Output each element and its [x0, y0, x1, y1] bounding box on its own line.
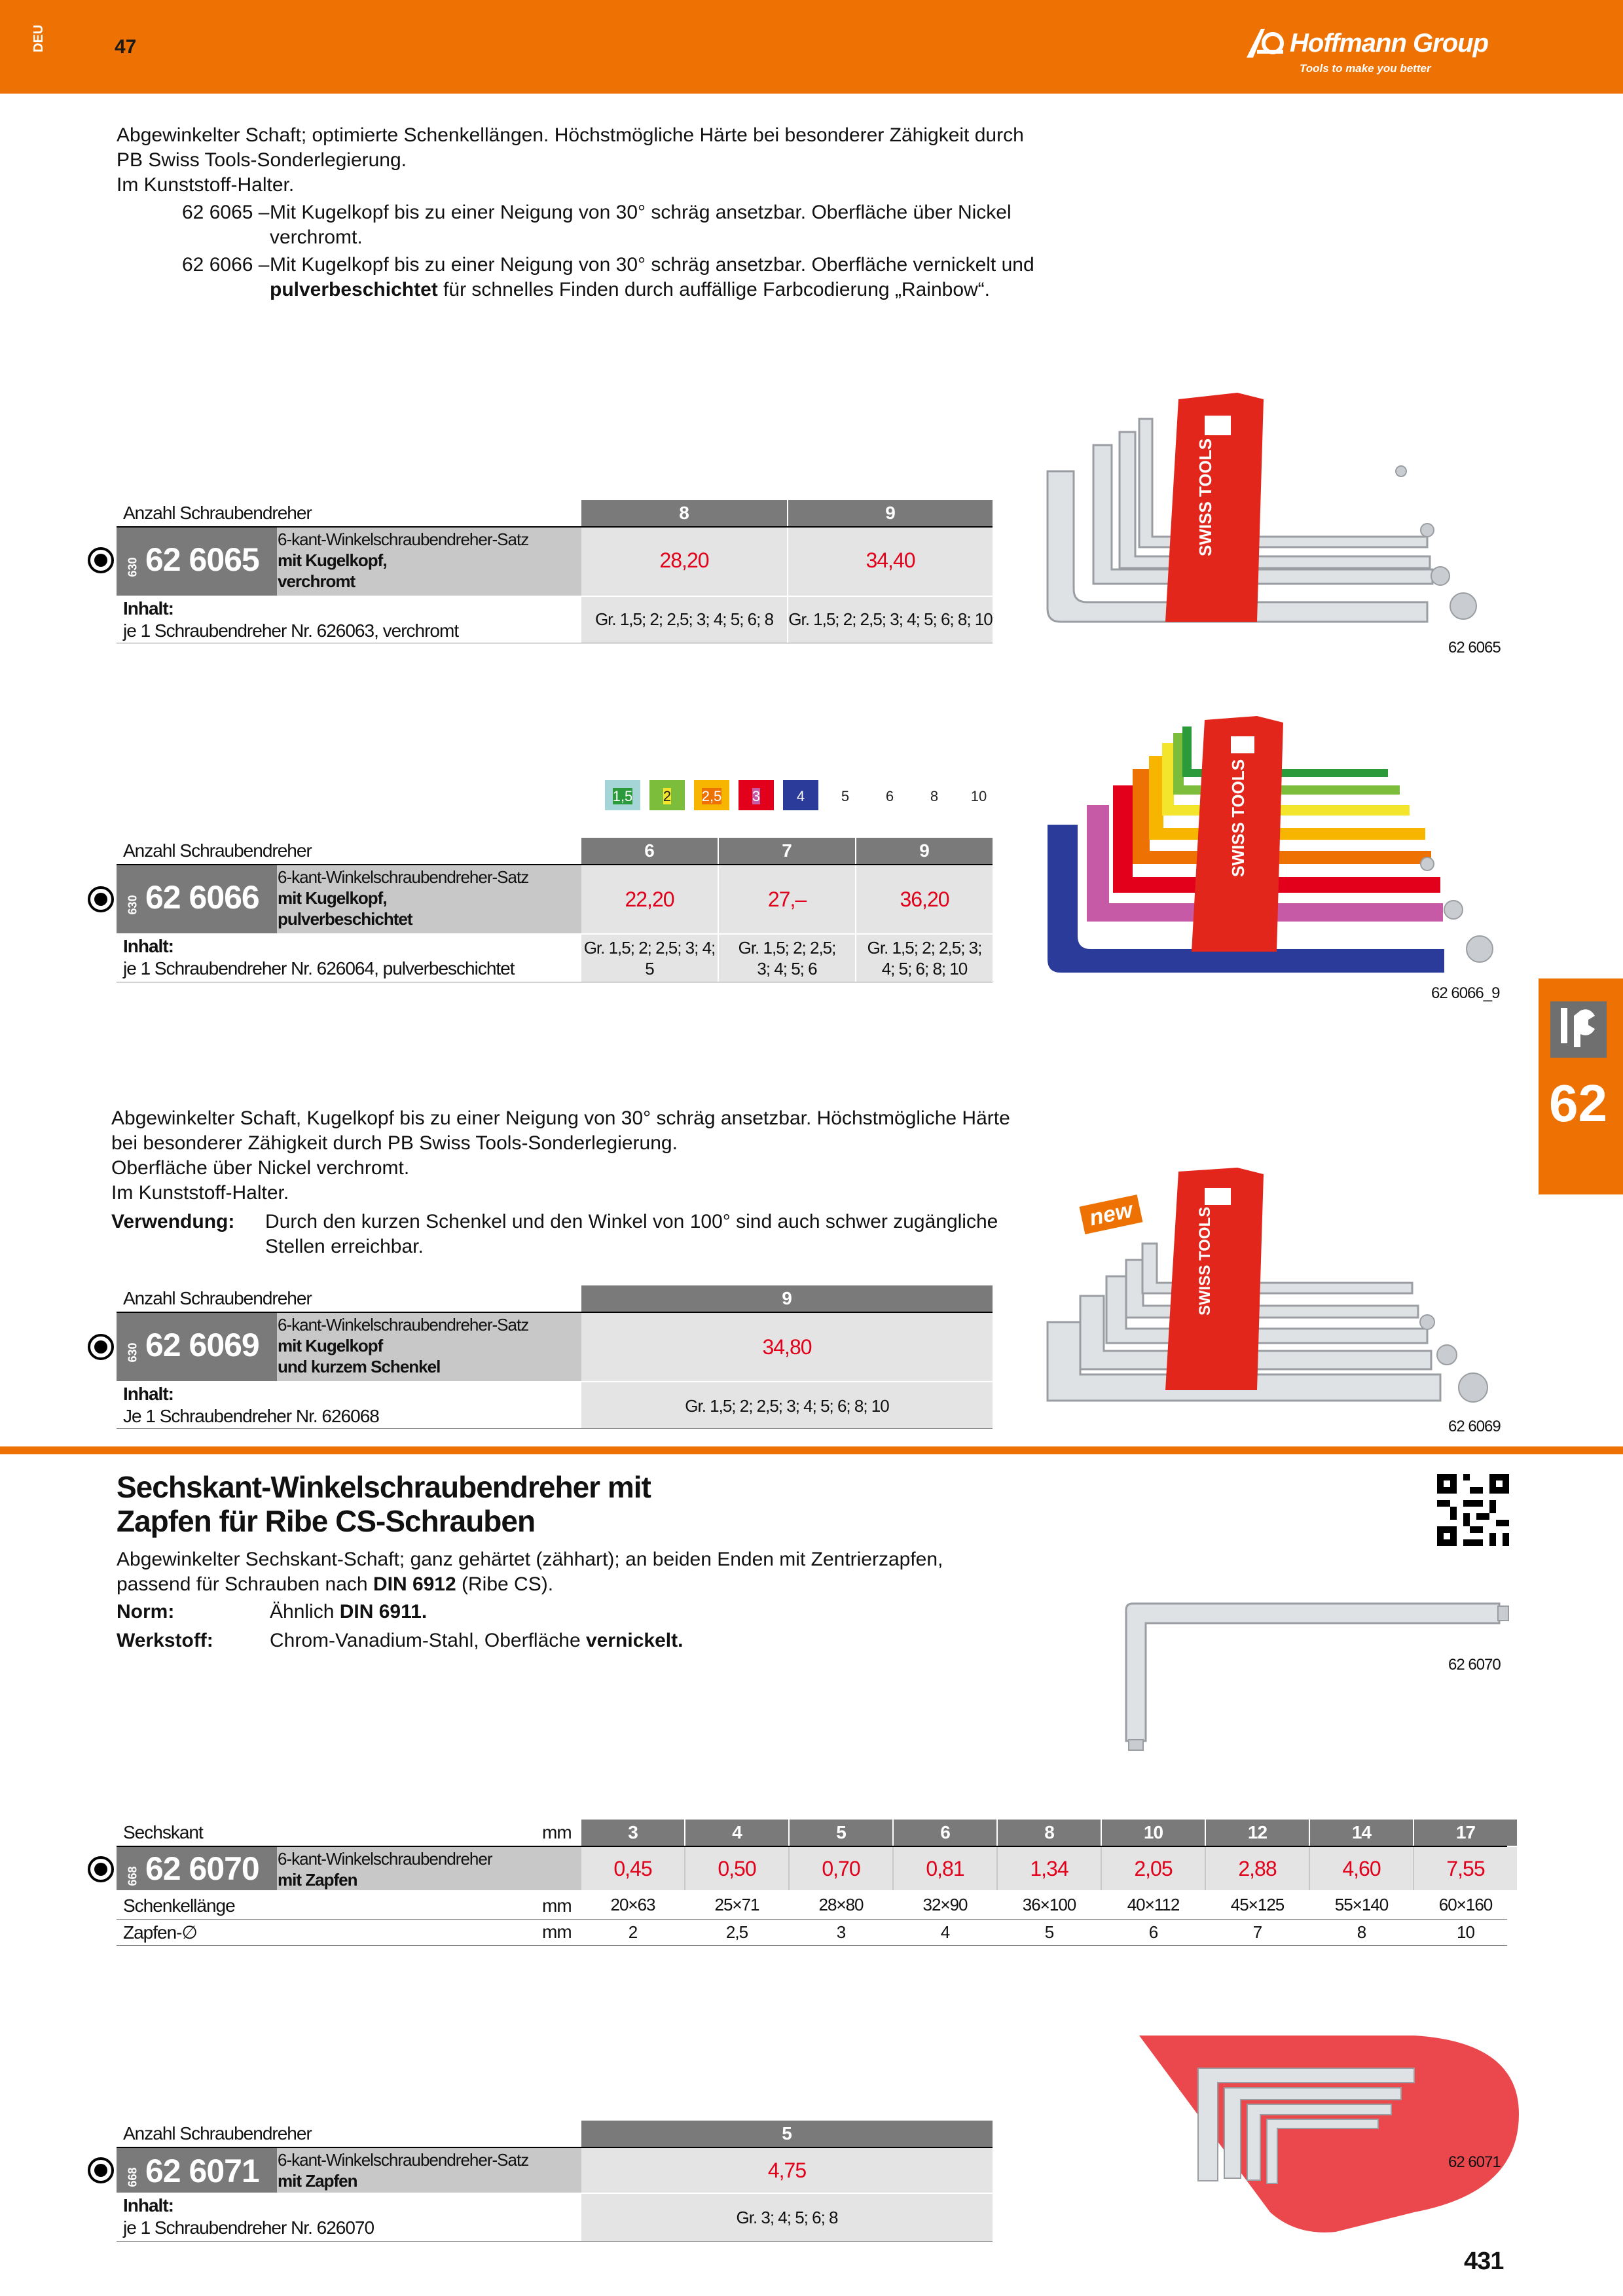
hex-key-pouch-image	[1126, 2029, 1532, 2238]
product-number: 62 6071	[145, 2153, 259, 2189]
length-cell: 36×100	[1022, 1895, 1076, 1914]
target-icon	[88, 1856, 114, 1882]
use-text	[265, 1210, 998, 1259]
content-text: je 1 Schraubendreher Nr. 626070	[123, 2217, 374, 2238]
sizes-cell: Gr. 1,5; 2; 2,5; 3; 4; 5; 6; 8	[594, 609, 774, 629]
content-label: Inhalt:	[123, 2195, 173, 2215]
pin-cell: 3	[836, 1922, 846, 1942]
tools-icon	[1550, 1001, 1607, 1058]
intro-line: Im Kunststoff-Halter.	[111, 1182, 289, 1204]
pin-cell: 5	[1044, 1922, 1054, 1942]
hex-key-single-image	[1113, 1597, 1519, 1767]
sizes-cell: Gr. 1,5; 2; 2,5; 3; 4; 5; 6; 8; 10	[788, 609, 993, 629]
size-cell: 14	[1310, 1820, 1413, 1846]
product-number: 62 6065	[145, 541, 259, 578]
product-number: 62 6069	[145, 1327, 259, 1363]
brand-tagline: Tools to make you better	[1300, 62, 1431, 75]
catalog-page-number: 47	[115, 36, 137, 58]
sizes-cell	[581, 937, 718, 979]
swatch-10	[960, 779, 998, 812]
price-cell: 1,34	[998, 1847, 1101, 1890]
qr-code-icon	[1437, 1474, 1509, 1546]
content-text: je 1 Schraubendreher Nr. 626064, pulverbeschichtet	[123, 958, 515, 978]
price-cell: 0,45	[581, 1847, 684, 1890]
use-line: Stellen erreichbar.	[265, 1236, 424, 1257]
product-number: 62 6070	[145, 1850, 259, 1887]
intro-line: Im Kunststoff-Halter.	[117, 174, 295, 196]
note-line	[270, 278, 1034, 302]
material-value	[270, 1628, 683, 1653]
note-6066-text	[270, 253, 1034, 302]
norm-pre: Ähnlich	[270, 1601, 340, 1623]
swatch-5	[826, 779, 864, 812]
page-number: 431	[1464, 2248, 1504, 2275]
title-line: Sechskant-Winkelschraubendreher mit	[117, 1470, 651, 1504]
price-cell: 34,80	[762, 1335, 812, 1359]
header-label: Anzahl Schraubendreher	[123, 1288, 312, 1308]
image-caption: 62 6071	[1448, 2153, 1501, 2171]
pin-cell: 7	[1252, 1922, 1262, 1942]
intro-line: Oberfläche über Nickel verchromt.	[111, 1157, 410, 1179]
image-caption: 62 6065	[1448, 639, 1501, 656]
svg-text:SWISS TOOLS: SWISS TOOLS	[1195, 438, 1215, 556]
row-unit: mm	[542, 1922, 572, 1942]
intro-line: Abgewinkelter Sechskant-Schaft; ganz gehärtet (zähhart); an beiden Enden mit Zentrierzapfen,	[117, 1549, 943, 1570]
price-cell: 22,20	[625, 888, 674, 911]
swatch-label: 3	[752, 788, 761, 804]
pin-cell: 2,5	[725, 1922, 748, 1942]
intro-line: PB Swiss Tools-Sonderlegierung.	[117, 149, 407, 171]
size-cell: 17	[1414, 1820, 1517, 1846]
swatch-label: 1,5	[612, 788, 633, 804]
note-rest: für schnelles Finden durch auffällige Farbcodierung „Rainbow“.	[437, 279, 990, 300]
section2-intro	[111, 1106, 1010, 1206]
norm-bold: DIN 6911.	[339, 1601, 428, 1623]
sizes-cell: Gr. 1,5; 2; 2,5; 3; 4; 5; 6; 8; 10	[685, 1396, 889, 1416]
group-prefix: 630	[126, 895, 139, 915]
pin-cell: 2	[628, 1922, 638, 1942]
count-cell: 7	[719, 838, 855, 864]
swatch-label: 6	[885, 788, 894, 804]
desc-line: mit Kugelkopf,	[278, 888, 387, 908]
swatch-1-5	[604, 779, 642, 812]
size-cell: 4	[685, 1820, 788, 1846]
length-cell: 60×160	[1438, 1895, 1493, 1914]
note-6065-code: 62 6065 –	[182, 202, 270, 223]
note-line: Mit Kugelkopf bis zu einer Neigung von 30° schräg ansetzbar. Oberfläche über Nickel	[270, 202, 1012, 223]
length-cell: 20×63	[610, 1895, 655, 1914]
image-caption: 62 6069	[1448, 1418, 1501, 1435]
count-cell: 9	[581, 1285, 993, 1312]
swatch-2	[648, 779, 686, 812]
row-unit: mm	[542, 1895, 572, 1916]
swatch-label: 4	[796, 788, 805, 804]
sizes-cell: Gr. 3; 4; 5; 6; 8	[736, 2208, 838, 2227]
note-line: Mit Kugelkopf bis zu einer Neigung von 30° schräg ansetzbar. Oberfläche vernickelt und	[270, 254, 1034, 276]
price-cell: 0,50	[685, 1847, 788, 1890]
swatch-label: 2,5	[701, 788, 722, 804]
length-cell: 55×140	[1334, 1895, 1389, 1914]
new-badge: new	[1080, 1194, 1143, 1234]
row-label-hex: Sechskant	[123, 1822, 203, 1842]
product-desc	[278, 867, 528, 929]
use-line: Durch den kurzen Schenkel und den Winkel von 100° sind auch schwer zugängliche	[265, 1211, 998, 1232]
section1-intro	[117, 123, 1024, 198]
hoffmann-logo-icon	[1245, 25, 1285, 59]
swatch-label: 5	[841, 788, 850, 804]
swatch-8	[915, 779, 953, 812]
section-title	[117, 1470, 651, 1538]
sizes-line: Gr. 1,5; 2; 2,5;	[738, 938, 836, 958]
product-desc	[278, 529, 528, 592]
sizes-cell	[719, 937, 855, 979]
content-label: Inhalt:	[123, 1384, 173, 1404]
desc-line: 6-kant-Winkelschraubendreher-Satz	[278, 867, 529, 887]
intro-pre: passend für Schrauben nach	[117, 1573, 373, 1595]
length-cell: 40×112	[1127, 1895, 1180, 1914]
pin-cell: 10	[1457, 1922, 1474, 1942]
group-prefix: 630	[126, 1342, 139, 1363]
pin-cell: 8	[1357, 1922, 1366, 1942]
sizes-line: Gr. 1,5; 2; 2,5; 3;	[867, 938, 982, 958]
sizes-line: 3; 4; 5; 6	[757, 959, 817, 978]
price-cell: 7,55	[1414, 1847, 1517, 1890]
svg-text:SWISS TOOLS: SWISS TOOLS	[1196, 1206, 1214, 1316]
group-prefix: 630	[126, 557, 139, 577]
product-desc	[278, 1848, 492, 1890]
target-icon	[88, 1334, 114, 1360]
intro-line: Abgewinkelter Schaft, Kugelkopf bis zu einer Neigung von 30° schräg ansetzbar. Höchstmögliche Härte	[111, 1107, 1010, 1129]
product-desc	[278, 1314, 528, 1377]
image-caption: 62 6070	[1448, 1656, 1501, 1674]
swatch-3	[737, 779, 775, 812]
header-label: Anzahl Schraubendreher	[123, 503, 312, 523]
note-6066-code: 62 6066 –	[182, 254, 270, 276]
swatch-4	[782, 779, 820, 812]
norm-label: Norm:	[117, 1601, 175, 1623]
desc-line: 6-kant-Winkelschraubendreher-Satz	[278, 2150, 529, 2170]
intro-post: (Ribe CS).	[456, 1573, 554, 1595]
swatch-label: 10	[970, 788, 987, 804]
size-cell: 8	[998, 1820, 1101, 1846]
swatch-label: 2	[663, 788, 672, 804]
divider	[117, 1945, 1507, 1946]
count-cell: 5	[581, 2121, 993, 2147]
length-cell: 32×90	[922, 1895, 968, 1914]
sizes-cell	[856, 937, 993, 979]
group-prefix: 668	[126, 1866, 139, 1886]
intro-bold: DIN 6912	[373, 1573, 456, 1595]
image-caption: 62 6066_9	[1431, 984, 1500, 1002]
swatch-2-5	[693, 779, 731, 812]
desc-line: und kurzem Schenkel	[278, 1357, 441, 1376]
desc-line: 6-kant-Winkelschraubendreher-Satz	[278, 1315, 529, 1335]
emphasis: pulverbeschichtet	[270, 279, 438, 300]
content-label: Inhalt:	[123, 598, 173, 619]
price-cell: 28,20	[659, 548, 709, 572]
count-cell: 9	[856, 838, 993, 864]
chapter-number: 62	[1549, 1074, 1607, 1132]
product-number: 62 6066	[145, 879, 259, 916]
desc-line: 6-kant-Winkelschraubendreher-Satz	[278, 529, 529, 549]
size-cell: 12	[1206, 1820, 1309, 1846]
target-icon	[88, 886, 114, 912]
price-cell: 2,88	[1206, 1847, 1309, 1890]
header-label: Anzahl Schraubendreher	[123, 2123, 312, 2144]
desc-line: mit Zapfen	[278, 1870, 357, 1890]
content-text: je 1 Schraubendreher Nr. 626063, verchromt	[123, 620, 459, 641]
row-label-pin: Zapfen-∅	[123, 1922, 197, 1943]
row-unit: mm	[542, 1822, 572, 1842]
length-cell: 28×80	[818, 1895, 864, 1914]
divider	[117, 1428, 993, 1429]
row-label-length: Schenkellänge	[123, 1895, 235, 1916]
count-cell: 9	[788, 500, 993, 526]
size-cell: 10	[1102, 1820, 1205, 1846]
target-icon	[88, 547, 114, 573]
price-cell: 0,81	[894, 1847, 996, 1890]
swatch-6	[871, 779, 909, 812]
desc-line: pulverbeschichtet	[278, 909, 412, 929]
use-label: Verwendung:	[111, 1211, 235, 1232]
price-cell: 4,60	[1310, 1847, 1413, 1890]
content-label: Inhalt:	[123, 936, 173, 956]
size-cell: 3	[581, 1820, 684, 1846]
group-prefix: 668	[126, 2167, 139, 2187]
section-rule	[0, 1446, 1623, 1454]
price-cell: 36,20	[900, 888, 949, 911]
desc-line: mit Kugelkopf,	[278, 550, 387, 570]
count-cell: 8	[581, 500, 787, 526]
section3-intro	[117, 1547, 943, 1597]
target-icon	[88, 2157, 114, 2183]
sizes-line: 4; 5; 6; 8; 10	[881, 959, 968, 978]
intro-line	[117, 1572, 943, 1597]
svg-text:SWISS TOOLS: SWISS TOOLS	[1228, 759, 1248, 877]
product-desc	[278, 2149, 528, 2191]
price-cell: 4,75	[767, 2159, 807, 2182]
hex-key-set-rainbow-image	[1034, 713, 1512, 988]
pin-cell: 6	[1148, 1922, 1158, 1942]
title-line: Zapfen für Ribe CS-Schrauben	[117, 1504, 536, 1538]
price-cell: 0,70	[790, 1847, 892, 1890]
desc-line: mit Zapfen	[278, 2171, 357, 2191]
intro-line: bei besonderer Zähigkeit durch PB Swiss Tools-Sonderlegierung.	[111, 1132, 678, 1154]
price-cell: 34,40	[866, 548, 915, 572]
count-cell: 6	[581, 838, 718, 864]
length-cell: 45×125	[1230, 1895, 1285, 1914]
pin-cell: 4	[940, 1922, 950, 1942]
length-cell: 25×71	[714, 1895, 759, 1914]
sizes-line: 5	[645, 959, 654, 978]
material-bold: vernickelt.	[586, 1630, 684, 1651]
material-label: Werkstoff:	[117, 1630, 213, 1651]
material-pre: Chrom-Vanadium-Stahl, Oberfläche	[270, 1630, 586, 1651]
desc-line: verchromt	[278, 571, 356, 591]
norm-value	[270, 1600, 427, 1624]
price-cell: 27,–	[767, 888, 807, 911]
note-6065-text	[270, 200, 1012, 250]
size-cell: 5	[790, 1820, 892, 1846]
hex-key-set-chrome-image	[1034, 386, 1512, 648]
desc-line: mit Kugelkopf	[278, 1336, 383, 1355]
desc-line: 6-kant-Winkelschraubendreher	[278, 1849, 492, 1869]
language-code: DEU	[31, 24, 46, 52]
divider	[117, 2241, 993, 2242]
price-cell: 2,05	[1102, 1847, 1205, 1890]
header-label: Anzahl Schraubendreher	[123, 840, 312, 861]
content-text: Je 1 Schraubendreher Nr. 626068	[123, 1406, 379, 1426]
sizes-line: Gr. 1,5; 2; 2,5; 3; 4;	[583, 938, 716, 958]
swatch-label: 8	[930, 788, 939, 804]
note-line: verchromt.	[270, 226, 363, 248]
size-cell: 6	[894, 1820, 996, 1846]
intro-line: Abgewinkelter Schaft; optimierte Schenkellängen. Höchstmögliche Härte bei besonderer Zähigkeit durch	[117, 124, 1024, 146]
brand-name: Hoffmann Group	[1290, 29, 1489, 58]
